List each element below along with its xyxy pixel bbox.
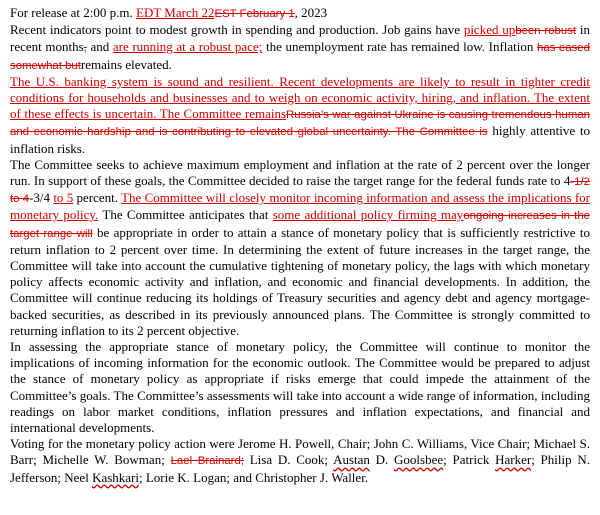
body-text: D. — [369, 452, 395, 468]
body-text: -3/4 — [29, 190, 54, 206]
body-text: highly attentive to inflation risks. — [10, 123, 590, 156]
body-text: Voting for the monetary policy action were Jerome H. Powell, Chair; John C. Williams, Vice Chair; Michael S. Barr; Michelle W. Bowman; — [10, 436, 590, 468]
inserted-text: picked up — [463, 22, 516, 38]
body-text: In assessing the appropriate stance of monetary policy, the Committee will continue to monitor the implications of incoming information for the economic outlook. The Committee would be prepared to adjust the stance of monetary policy as appropriate if risks emerge that could impede the attainment of the Committee’s goals. The Committee’s assessments will take into account a wide range of information, including readings on labor market conditions, inflation pressures and inflation expectations, and financial and international developments. — [10, 339, 590, 436]
inserted-text: The Committee will closely monitor incoming information and assess the implications for monetary policy. — [10, 190, 590, 223]
body-text: the unemployment rate has remained low. Inflation — [262, 39, 538, 55]
body-text: be appropriate in order to attain a stance of monetary policy that is sufficiently restrictive to return inflation to 2 percent over time. In determining the extent of future increases in the target range, the Committee will take into account the cumulative tightening of monetary policy, the lags with which monetary policy affects economic activity and inflation, and economic and financial developments. In addition, the Committee will continue reducing its holdings of Treasury securities and agency debt and agency mortgage-backed securities, as described in its previously announced plans. The Committee is strongly committed to returning inflation to its 2 percent objective. — [10, 224, 590, 338]
deleted-text: Russia’s war against Ukraine is causing tremendous human and economic hardship and is contributing to elevated global uncertainty. The Committee is — [10, 109, 590, 139]
inserted-text: some additional policy firming may — [272, 207, 464, 223]
deleted-text: has eased somewhat but — [10, 42, 590, 72]
deleted-text: -1/2 to 4 — [10, 176, 590, 206]
body-text: The Committee anticipates that — [98, 207, 273, 223]
inserted-text: are running at a robust pace; — [112, 39, 263, 55]
deleted-text: been robust — [515, 25, 577, 38]
body-text: and — [86, 39, 113, 55]
paragraph-assessment — [10, 339, 590, 436]
spellcheck-word: Kashkari — [92, 469, 139, 485]
spellcheck-word: Austan — [333, 452, 370, 468]
body-text: in recent months — [10, 22, 590, 55]
release-text: For release at 2:00 p.m. — [10, 5, 136, 20]
deleted-text: EST February 1 — [214, 8, 295, 20]
body-text: Recent indicators point to modest growth in spending and production. Job gains have — [10, 22, 464, 38]
deleted-text: Lael Brainard; — [170, 455, 244, 468]
body-text: ; Patrick — [443, 452, 496, 468]
body-text: remains elevated. — [80, 56, 172, 72]
paragraph-policy — [10, 157, 590, 339]
body-text: ; Philip N. Jefferson; Neel — [10, 452, 590, 485]
spellcheck-word: Goolsbee — [394, 452, 444, 468]
inserted-text: EDT March 22 — [136, 5, 215, 20]
inserted-text: The U.S. banking system is sound and resilient. Recent developments are likely to result in tighter credit conditions for households and businesses and to weigh on economic activity, hiring, and inflation. The extent of these effects is uncertain. The Committee remains — [10, 73, 590, 122]
body-text: percent. — [73, 190, 122, 206]
release-line — [10, 5, 590, 22]
inserted-text: to 5 — [53, 190, 74, 206]
deleted-text: , — [83, 42, 87, 55]
body-text: Lisa D. Cook; — [243, 452, 334, 468]
paragraph-voting — [10, 436, 590, 486]
release-year: , 2023 — [294, 5, 328, 20]
body-text: The Committee seeks to achieve maximum employment and inflation at the rate of 2 percent over the longer run. In support of these goals, the Committee decided to raise the target range for the federal funds rate to 4 — [10, 156, 590, 189]
body-text: ; Lorie K. Logan; and Christopher J. Waller. — [139, 469, 369, 485]
deleted-text: ongoing increases in the target range will — [10, 210, 590, 240]
spellcheck-word: Harker — [495, 452, 532, 468]
paragraph-banking — [10, 74, 590, 157]
paragraph-economy — [10, 22, 590, 74]
